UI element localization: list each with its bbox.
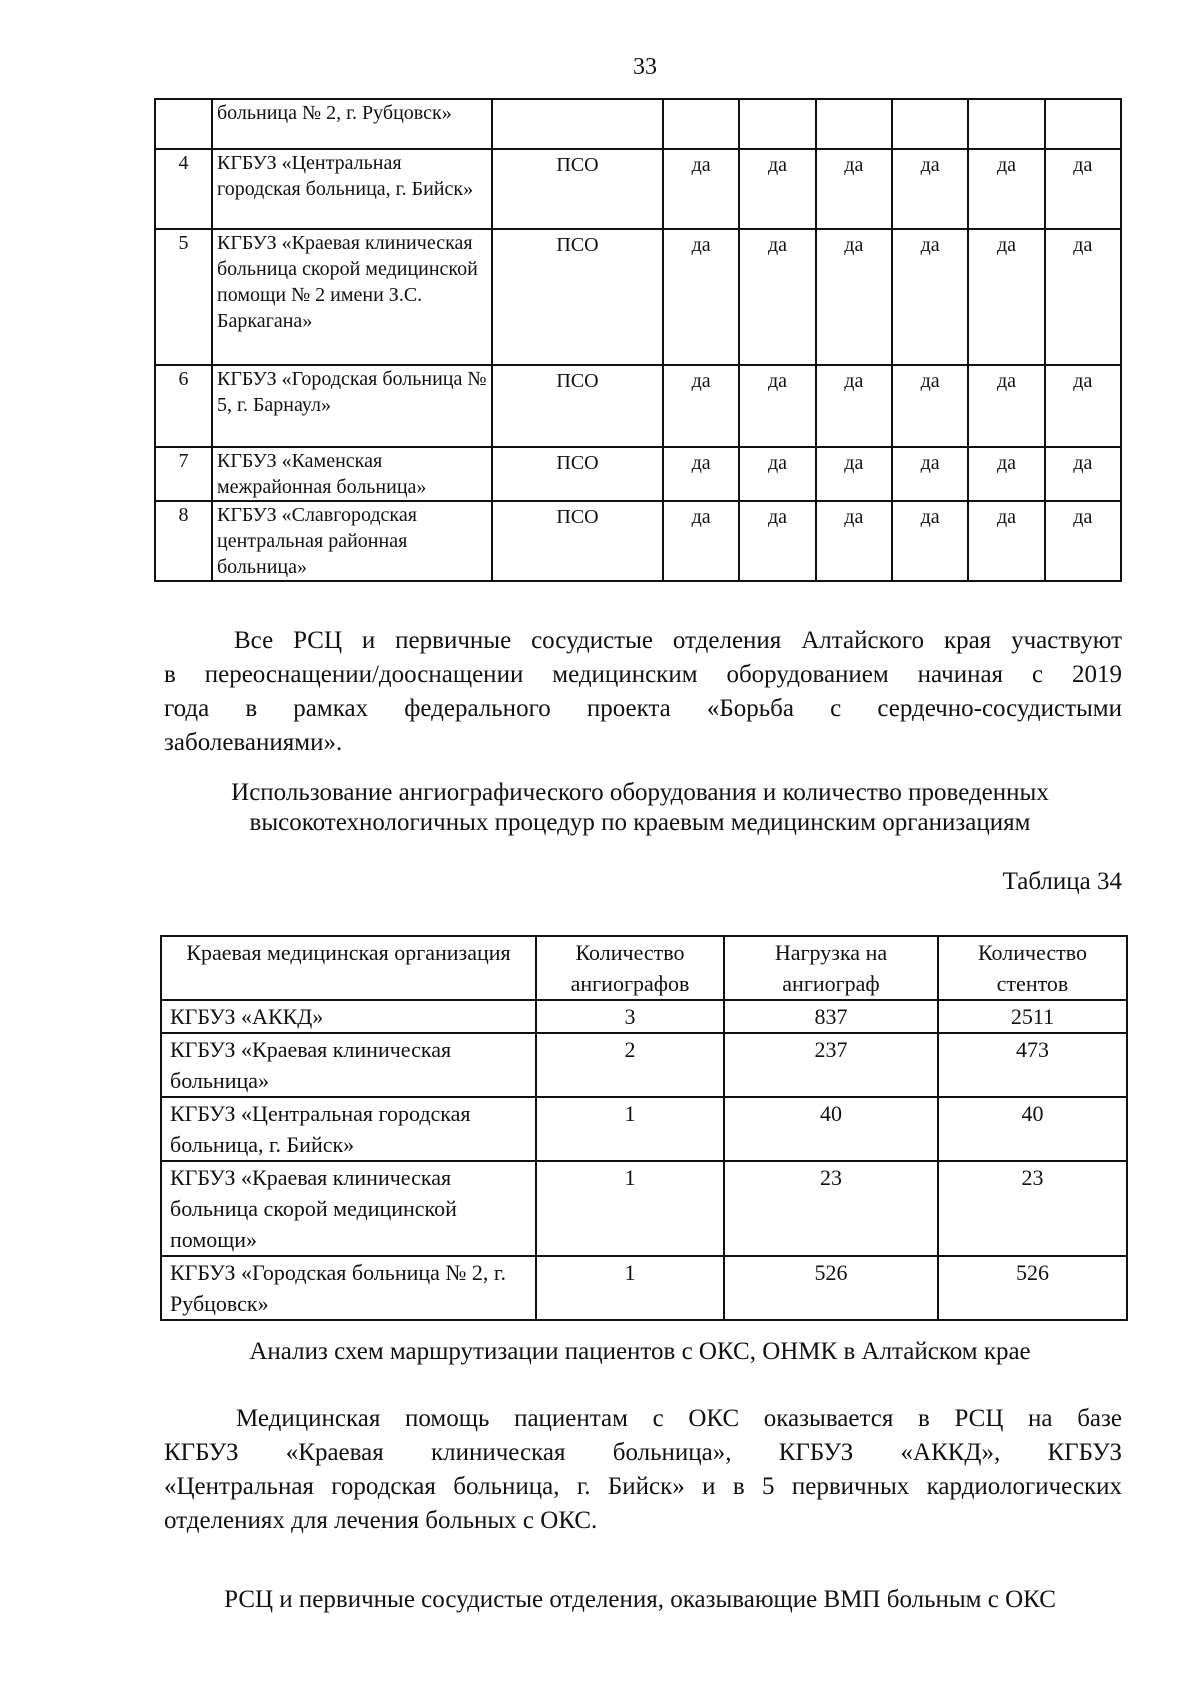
department-type-cell: ПСО	[492, 229, 663, 365]
equipment-cell: да	[1045, 229, 1121, 365]
table-row	[155, 99, 1121, 149]
equipment-cell: да	[663, 447, 739, 501]
angiographs-cell: 1	[536, 1097, 724, 1161]
angiographs-cell: 1	[536, 1161, 724, 1256]
organization-cell: КГБУЗ «Каменская межрайонная больница»	[212, 447, 492, 501]
equipment-cell	[816, 99, 892, 149]
load-cell: 40	[724, 1097, 938, 1161]
stents-cell: 473	[938, 1033, 1127, 1097]
organization-cell: КГБУЗ «Славгородская центральная районная больница»	[212, 501, 492, 581]
organization-cell: КГБУЗ «Городская больница № 5, г. Барнаул»	[212, 365, 492, 447]
angiographs-cell: 2	[536, 1033, 724, 1097]
equipment-cell: да	[816, 365, 892, 447]
organization-cell: КГБУЗ «Краевая клиническая больница»	[161, 1033, 536, 1097]
equipment-cell: да	[968, 365, 1044, 447]
organization-cell: КГБУЗ «Центральная городская больница, г. Бийск»	[212, 149, 492, 229]
load-cell: 526	[724, 1256, 938, 1320]
equipment-cell: да	[739, 447, 815, 501]
equipment-cell: да	[739, 365, 815, 447]
equipment-cell	[892, 99, 968, 149]
paragraph-acs-care	[164, 1402, 1122, 1538]
stents-cell: 40	[938, 1097, 1127, 1161]
section-heading-routing: Анализ схем маршрутизации пациентов с ОКС, ОНМК в Алтайском крае	[249, 1338, 1031, 1365]
load-cell: 23	[724, 1161, 938, 1256]
equipment-cell: да	[892, 365, 968, 447]
table-row	[155, 149, 1121, 229]
angiographs-cell: 1	[536, 1256, 724, 1320]
equipment-cell: да	[663, 501, 739, 581]
page-number: 33	[633, 54, 657, 80]
organization-cell: КГБУЗ «Краевая клиническая больница скорой медицинской помощи»	[161, 1161, 536, 1256]
row-number: 7	[155, 447, 212, 501]
equipment-cell: да	[739, 149, 815, 229]
organization-cell: КГБУЗ «Центральная городская больница, г. Бийск»	[161, 1097, 536, 1161]
organization-cell: КГБУЗ «Городская больница № 2, г. Рубцовск»	[161, 1256, 536, 1320]
equipment-cell: да	[892, 501, 968, 581]
department-type-cell: ПСО	[492, 501, 663, 581]
department-type-cell	[492, 99, 663, 149]
organization-cell: КГБУЗ «Краевая клиническая больница скорой медицинской помощи № 2 имени З.С. Баркагана»	[212, 229, 492, 365]
equipment-cell	[663, 99, 739, 149]
section-heading	[150, 778, 1130, 838]
row-number	[155, 99, 212, 149]
load-cell: 237	[724, 1033, 938, 1097]
load-cell: 837	[724, 1000, 938, 1033]
column-header: Количество стентов	[938, 936, 1127, 1000]
row-number: 5	[155, 229, 212, 365]
department-type-cell: ПСО	[492, 149, 663, 229]
department-type-cell: ПСО	[492, 447, 663, 501]
equipment-cell: да	[968, 501, 1044, 581]
equipment-cell: да	[968, 149, 1044, 229]
equipment-cell: да	[739, 501, 815, 581]
angiography-table	[160, 935, 1128, 1321]
paragraph-line: отделениях для лечения больных с ОКС.	[164, 1507, 598, 1534]
stents-cell: 526	[938, 1256, 1127, 1320]
column-header: Количество ангиографов	[536, 936, 724, 1000]
table-row	[161, 1161, 1127, 1256]
equipment-cell: да	[892, 229, 968, 365]
equipment-cell: да	[663, 149, 739, 229]
equipment-cell: да	[892, 447, 968, 501]
equipment-cell: да	[1045, 447, 1121, 501]
paragraph-line: «Центральная городская больница, г. Бийск» и в 5 первичных кардиологических	[164, 1473, 1122, 1500]
department-type-cell: ПСО	[492, 365, 663, 447]
equipment-cell: да	[968, 229, 1044, 365]
table-caption: Таблица 34	[1002, 868, 1122, 895]
table-row	[155, 447, 1121, 501]
row-number: 8	[155, 501, 212, 581]
angiographs-cell: 3	[536, 1000, 724, 1033]
column-header: Краевая медицинская организация	[161, 936, 536, 1000]
table-header-row	[161, 936, 1127, 1000]
table-row	[155, 365, 1121, 447]
table-row	[161, 1033, 1127, 1097]
stents-cell: 2511	[938, 1000, 1127, 1033]
equipment-cell: да	[663, 365, 739, 447]
equipment-cell	[739, 99, 815, 149]
equipment-cell: да	[1045, 365, 1121, 447]
paragraph-line: в переоснащении/дооснащении медицинским оборудованием начиная с 2019	[164, 661, 1122, 688]
equipment-cell	[1045, 99, 1121, 149]
stents-cell: 23	[938, 1161, 1127, 1256]
heading-line: высокотехнологичных процедур по краевым медицинским организациям	[249, 809, 1031, 836]
table-row	[155, 501, 1121, 581]
paragraph-reequipment	[164, 624, 1122, 760]
equipment-cell: да	[739, 229, 815, 365]
equipment-cell	[968, 99, 1044, 149]
table-row	[161, 1097, 1127, 1161]
row-number: 4	[155, 149, 212, 229]
heading-line: Использование ангиографического оборудования и количество проведенных	[231, 779, 1049, 806]
paragraph-line: КГБУЗ «Краевая клиническая больница», КГБУЗ «АККД», КГБУЗ	[164, 1439, 1122, 1466]
equipment-cell: да	[968, 447, 1044, 501]
equipment-cell: да	[816, 229, 892, 365]
table-row	[161, 1256, 1127, 1320]
table-row	[155, 229, 1121, 365]
paragraph-line: года в рамках федерального проекта «Борьба с сердечно-сосудистыми	[164, 695, 1122, 722]
table-row	[161, 1000, 1127, 1033]
row-number: 6	[155, 365, 212, 447]
column-header: Нагрузка на ангиограф	[724, 936, 938, 1000]
equipment-cell: да	[816, 149, 892, 229]
paragraph-line: Медицинская помощь пациентам с ОКС оказывается в РСЦ на базе	[236, 1405, 1122, 1432]
paragraph-line: Все РСЦ и первичные сосудистые отделения Алтайского края участвуют	[234, 627, 1122, 654]
equipment-cell: да	[1045, 501, 1121, 581]
equipment-cell: да	[892, 149, 968, 229]
organization-cell: КГБУЗ «АККД»	[161, 1000, 536, 1033]
section-heading-vascular: РСЦ и первичные сосудистые отделения, оказывающие ВМП больным с ОКС	[224, 1586, 1056, 1613]
equipment-cell: да	[1045, 149, 1121, 229]
equipment-cell: да	[816, 447, 892, 501]
vascular-departments-table	[154, 98, 1122, 582]
organization-cell: больница № 2, г. Рубцовск»	[212, 99, 492, 149]
equipment-cell: да	[663, 229, 739, 365]
paragraph-line: заболеваниями».	[164, 729, 343, 756]
equipment-cell: да	[816, 501, 892, 581]
